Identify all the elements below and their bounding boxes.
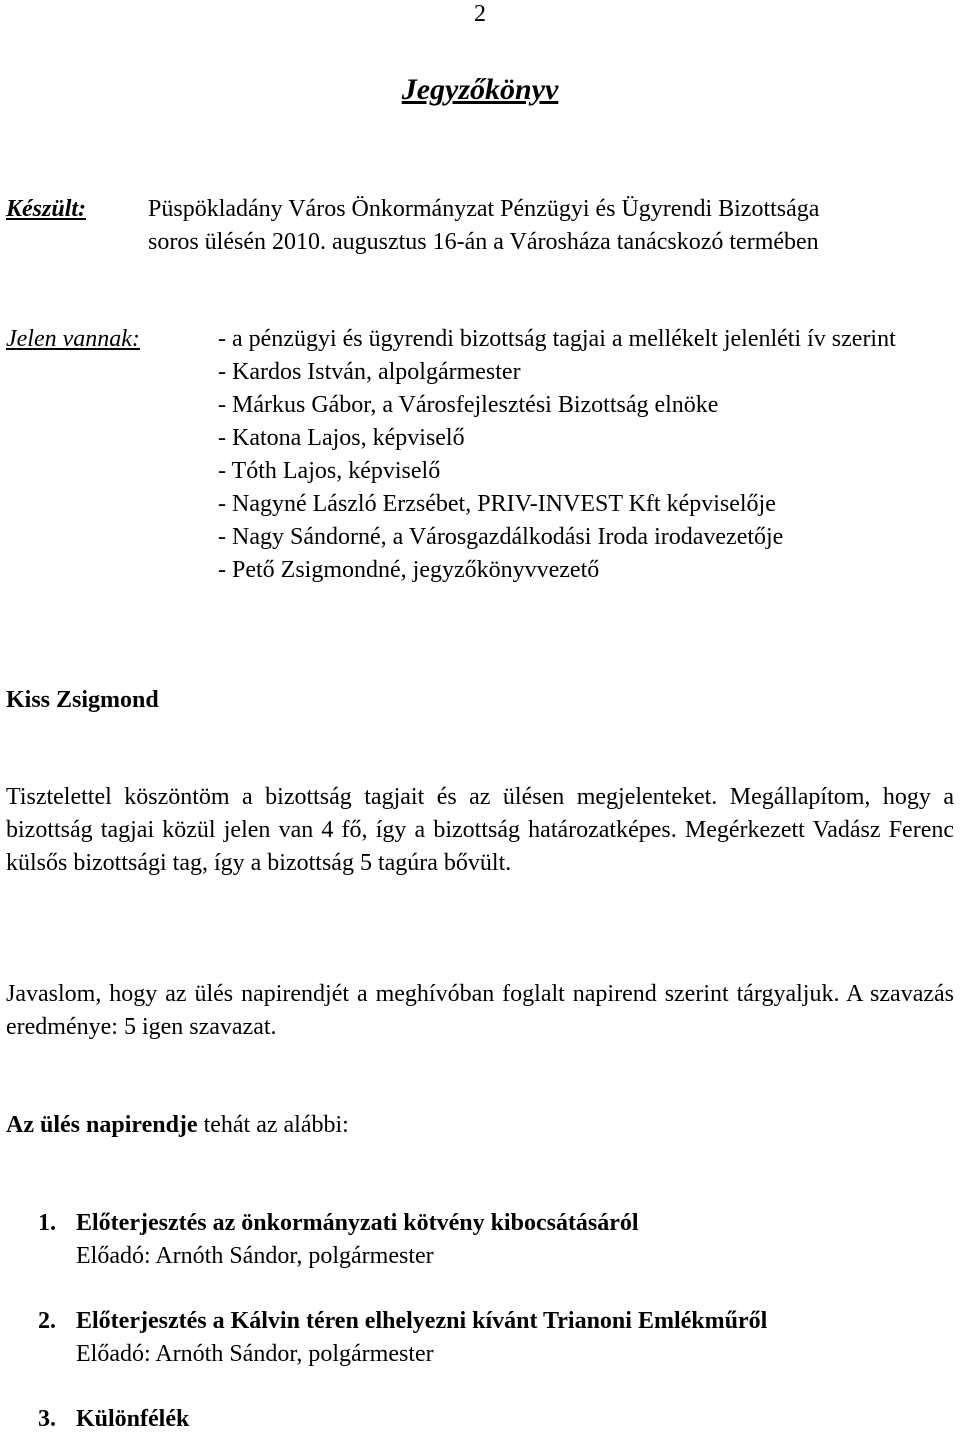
- present-item: - Katona Lajos, képviselő: [218, 425, 465, 451]
- agenda-item-number: 3.: [38, 1406, 56, 1432]
- page-number: 2: [474, 1, 486, 27]
- agenda-item-title: Előterjesztés az önkormányzati kötvény kibocsátásáról: [76, 1210, 639, 1236]
- made-label: Készült:: [6, 196, 87, 222]
- present-list: [218, 323, 948, 587]
- present-section: [6, 323, 954, 623]
- agenda-item-title: Különfélék: [76, 1406, 190, 1432]
- paragraph-proposal: Javaslom, hogy az ülés napirendjét a meghívóban foglalt napirend szerint tárgyaljuk. A szavazás eredménye: 5 igen szavazat.: [6, 981, 954, 1040]
- agenda-item-number: 2.: [38, 1308, 56, 1334]
- present-item: - a pénzügyi és ügyrendi bizottság tagjai a mellékelt jelenléti ív szerint: [218, 326, 896, 352]
- agenda-intro: [6, 1109, 349, 1142]
- agenda-item-number: 1.: [38, 1210, 56, 1236]
- agenda-item-title: Előterjesztés a Kálvin téren elhelyezni kívánt Trianoni Emlékműről: [76, 1308, 768, 1334]
- made-section: [6, 193, 954, 293]
- agenda-intro-bold: Az ülés napirendje: [6, 1112, 198, 1138]
- present-item: - Tóth Lajos, képviselő: [218, 458, 441, 484]
- present-label: Jelen vannak:: [6, 326, 140, 352]
- paragraph-greeting: Tisztelettel köszöntöm a bizottság tagjait és az ülésen megjelenteket. Megállapítom, hogy a bizottság tagjai közül jelen van 4 fő, így a bizottság határozatképes. Megérkezett Vadász Ferenc külsős bizottsági tag, így a bizottság 5 tagúra bővült.: [6, 784, 954, 876]
- present-item: - Pető Zsigmondné, jegyzőkönyvvezető: [218, 557, 600, 583]
- document-title: Jegyzőkönyv: [401, 73, 559, 106]
- agenda-item-presenter: Előadó: Arnóth Sándor, polgármester: [76, 1243, 434, 1269]
- speaker-name: Kiss Zsigmond: [6, 687, 159, 713]
- agenda-intro-rest: tehát az alábbi:: [197, 1112, 349, 1138]
- present-item: - Nagy Sándorné, a Városgazdálkodási Iroda irodavezetője: [218, 524, 784, 550]
- present-item: - Nagyné László Erzsébet, PRIV-INVEST Kft képviselője: [218, 491, 776, 517]
- present-item: - Márkus Gábor, a Városfejlesztési Bizottság elnöke: [218, 392, 719, 418]
- present-item: - Kardos István, alpolgármester: [218, 359, 521, 385]
- agenda-item-presenter: Előadó: Arnóth Sándor, polgármester: [76, 1341, 434, 1367]
- made-text: Püspökladány Város Önkormányzat Pénzügyi és Ügyrendi Bizottsága soros ülésén 2010. augusztus 16-án a Városháza tanácskozó termében: [148, 196, 820, 255]
